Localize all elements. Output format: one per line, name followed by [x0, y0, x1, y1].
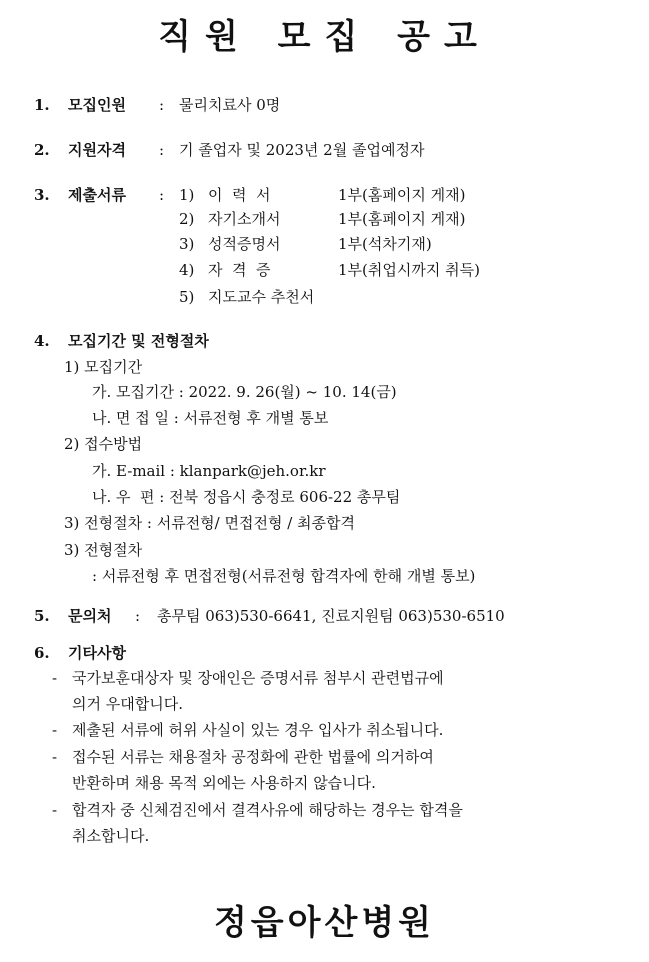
section-colon: :	[159, 96, 165, 114]
bullet-text: 반환하며 채용 목적 외에는 사용하지 않습니다.	[72, 774, 376, 792]
bullet-text: 의거 우대합니다.	[72, 695, 183, 713]
document-number: 4)	[179, 261, 195, 279]
section-number: 5.	[34, 607, 50, 625]
section-number: 4.	[34, 332, 50, 350]
section-number: 6.	[34, 644, 50, 662]
application-email: 가. E-mail : klanpark@jeh.or.kr	[92, 462, 326, 480]
section-heading: 제출서류	[68, 186, 126, 204]
section-heading: 모집기간 및 전형절차	[68, 332, 209, 350]
section-value: 물리치료사 0명	[179, 96, 281, 114]
sub-heading-application: 2) 접수방법	[64, 435, 143, 453]
section-number: 2.	[34, 141, 50, 159]
section-value: 총무팀 063)530-6641, 진료지원팀 063)530-6510	[157, 607, 505, 625]
procedure-detail: : 서류전형 후 면접전형(서류전형 합격자에 한해 개별 통보)	[92, 567, 476, 585]
section-heading: 지원자격	[68, 141, 126, 159]
document-name: 이 력 서	[208, 186, 271, 204]
document-detail: 1부(홈페이지 게재)	[338, 210, 466, 228]
bullet-text: 합격자 중 신체검진에서 결격사유에 해당하는 경우는 합격을	[72, 801, 463, 819]
hospital-name: 정읍아산병원	[213, 903, 436, 943]
page-title: 직원 모집 공고	[158, 17, 491, 57]
bullet-text: 국가보훈대상자 및 장애인은 증명서류 첨부시 관련법규에	[72, 669, 444, 687]
document-detail: 1부(석차기재)	[338, 235, 432, 253]
bullet-text: 취소합니다.	[72, 827, 150, 845]
interview-date: 나. 면 접 일 : 서류전형 후 개별 통보	[92, 409, 329, 427]
bullet-dash: -	[52, 748, 58, 766]
document-number: 3)	[179, 235, 195, 253]
sub-heading-procedure-detail: 3) 전형절차	[64, 541, 143, 559]
document-number: 2)	[179, 210, 195, 228]
document-detail: 1부(취업시까지 취득)	[338, 261, 480, 279]
section-number: 3.	[34, 186, 50, 204]
document-name: 성적증명서	[208, 235, 281, 253]
bullet-text: 제출된 서류에 허위 사실이 있는 경우 입사가 취소됩니다.	[72, 721, 444, 739]
section-colon: :	[135, 607, 141, 625]
application-mail: 나. 우 편 : 전북 정읍시 충정로 606-22 총무팀	[92, 488, 401, 506]
bullet-text: 접수된 서류는 채용절차 공정화에 관한 법률에 의거하여	[72, 748, 434, 766]
recruit-period: 가. 모집기간 : 2022. 9. 26(월) ~ 10. 14(금)	[92, 383, 397, 401]
document-detail: 1부(홈페이지 게재)	[338, 186, 466, 204]
section-heading: 모집인원	[68, 96, 126, 114]
document-number: 5)	[179, 288, 195, 306]
section-colon: :	[159, 186, 165, 204]
document-name: 자 격 증	[208, 261, 271, 279]
section-heading: 기타사항	[68, 644, 126, 662]
sub-heading-procedure: 3) 전형절차 : 서류전형/ 면접전형 / 최종합격	[64, 514, 356, 532]
document-number: 1)	[179, 186, 195, 204]
document-name: 지도교수 추천서	[208, 288, 315, 306]
bullet-dash: -	[52, 801, 58, 819]
bullet-dash: -	[52, 669, 58, 687]
section-heading: 문의처	[68, 607, 112, 625]
section-value: 기 졸업자 및 2023년 2월 졸업예정자	[179, 141, 425, 159]
document-name: 자기소개서	[208, 210, 281, 228]
section-colon: :	[159, 141, 165, 159]
section-number: 1.	[34, 96, 50, 114]
bullet-dash: -	[52, 721, 58, 739]
sub-heading-period: 1) 모집기간	[64, 358, 143, 376]
